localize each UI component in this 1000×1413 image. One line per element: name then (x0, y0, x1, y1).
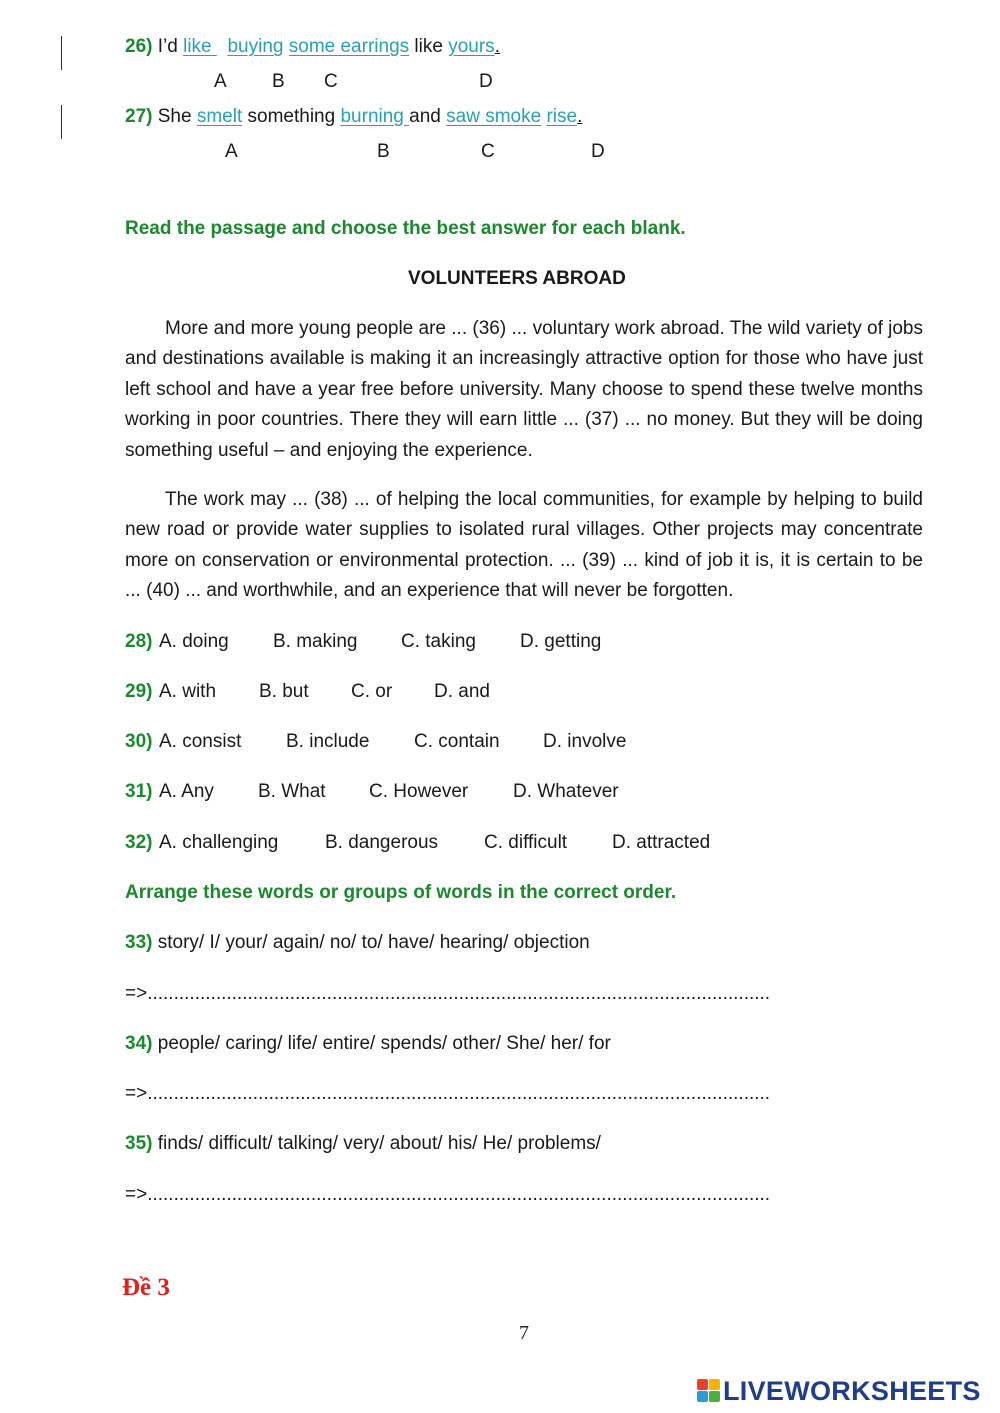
grid-logo-icon (697, 1379, 721, 1403)
label-a: A (225, 141, 238, 162)
question-27: 27) She smelt something burning and saw smoke rise. (125, 106, 583, 127)
option-c[interactable]: C. taking (401, 631, 476, 652)
label-c: C (481, 141, 495, 162)
label-c: C (324, 71, 338, 92)
option-c[interactable]: C. However (369, 781, 469, 802)
option-a[interactable]: A. challenging (159, 832, 279, 853)
label-b: B (272, 71, 285, 92)
option-a-underline[interactable]: smelt (196, 106, 243, 127)
option-d[interactable]: D. attracted (612, 832, 711, 853)
margin-bar-27 (61, 105, 62, 139)
arrange-instruction: Arrange these words or groups of words in the correct order. (125, 882, 677, 903)
option-a[interactable]: A. with (159, 681, 217, 702)
option-a[interactable]: A. doing (159, 631, 229, 652)
label-a: A (214, 71, 227, 92)
option-b[interactable]: B. but (259, 681, 309, 702)
passage-paragraph-1: More and more young people are ... (36) ... voluntary work abroad. The wild variety of jobs and destinations available is making it an increasingly attractive option for those who have just left school and have a year free before university. Many choose to spend these twelve months working in poor countries. There they will earn little ... (37) ... no money. But they will be doing something useful – and enjoying the experience. (125, 318, 923, 461)
label-d: D (591, 141, 605, 162)
reading-instruction: Read the passage and choose the best answer for each blank. (125, 218, 686, 239)
label-b: B (377, 141, 390, 162)
word-list: story/ I/ your/ again/ no/ to/ have/ hearing/ objection (157, 932, 590, 953)
label-d: D (479, 71, 493, 92)
arrange-question-35: 35) finds/ difficult/ talking/ very/ about/ his/ He/ problems/ (125, 1133, 601, 1154)
liveworksheets-logo (697, 1376, 981, 1407)
question-26: 26) I’d like buying some earrings like yours. (125, 36, 500, 57)
option-a-underline[interactable]: like (183, 36, 212, 57)
answer-line-34[interactable]: =>...................................................................................................................... (125, 1083, 771, 1104)
answer-line-35[interactable]: =>...................................................................................................................... (125, 1184, 771, 1205)
logo-text: LIVEWORKSHEETS (723, 1376, 981, 1406)
option-d[interactable]: D. involve (543, 731, 627, 752)
option-b-underline[interactable]: buying (227, 36, 284, 57)
section-label: Đề 3 (122, 1274, 170, 1301)
option-b[interactable]: B. making (273, 631, 358, 652)
arrange-question-34: 34) people/ caring/ life/ entire/ spends/ other/ She/ her/ for (125, 1033, 611, 1054)
option-a[interactable]: A. consist (159, 731, 242, 752)
word-list: finds/ difficult/ talking/ very/ about/ his/ He/ problems/ (157, 1133, 601, 1154)
option-b[interactable]: B. include (286, 731, 370, 752)
option-c[interactable]: C. difficult (484, 832, 568, 853)
option-c-underline[interactable]: some earrings (288, 36, 410, 57)
option-d[interactable]: D. getting (520, 631, 602, 652)
word-list: people/ caring/ life/ entire/ spends/ other/ She/ her/ for (157, 1033, 611, 1054)
option-c[interactable]: C. or (351, 681, 393, 702)
option-c-underline[interactable]: saw smoke (446, 106, 542, 127)
option-b[interactable]: B. What (258, 781, 326, 802)
option-d[interactable]: D. and (434, 681, 490, 702)
option-d[interactable]: D. Whatever (513, 781, 619, 802)
arrange-question-33: 33) story/ I/ your/ again/ no/ to/ have/ hearing/ objection (125, 932, 590, 953)
passage-title: VOLUNTEERS ABROAD (408, 268, 626, 289)
option-a[interactable]: A. Any (159, 781, 214, 802)
option-d-underline[interactable]: rise (546, 106, 578, 127)
answer-line-33[interactable]: =>...................................................................................................................... (125, 983, 771, 1004)
question-number: 27) (125, 106, 153, 127)
option-b[interactable]: B. dangerous (325, 832, 439, 853)
margin-bar-26 (61, 36, 62, 70)
question-number: 26) (125, 36, 153, 57)
option-c[interactable]: C. contain (414, 731, 500, 752)
page-number: 7 (519, 1322, 529, 1344)
option-d-underline[interactable]: yours (448, 36, 495, 57)
option-b-underline[interactable]: burning (340, 106, 404, 127)
passage-paragraph-2: The work may ... (38) ... of helping the local communities, for example by helping to build new road or provide water supplies to isolated rural villages. Other projects may concentrate more on conservation or environmental protection. ... (39) ... kind of job it is, it is certain to be ... (40) ... and worthwhile, and an experience that will never be forgotten. (125, 489, 923, 602)
